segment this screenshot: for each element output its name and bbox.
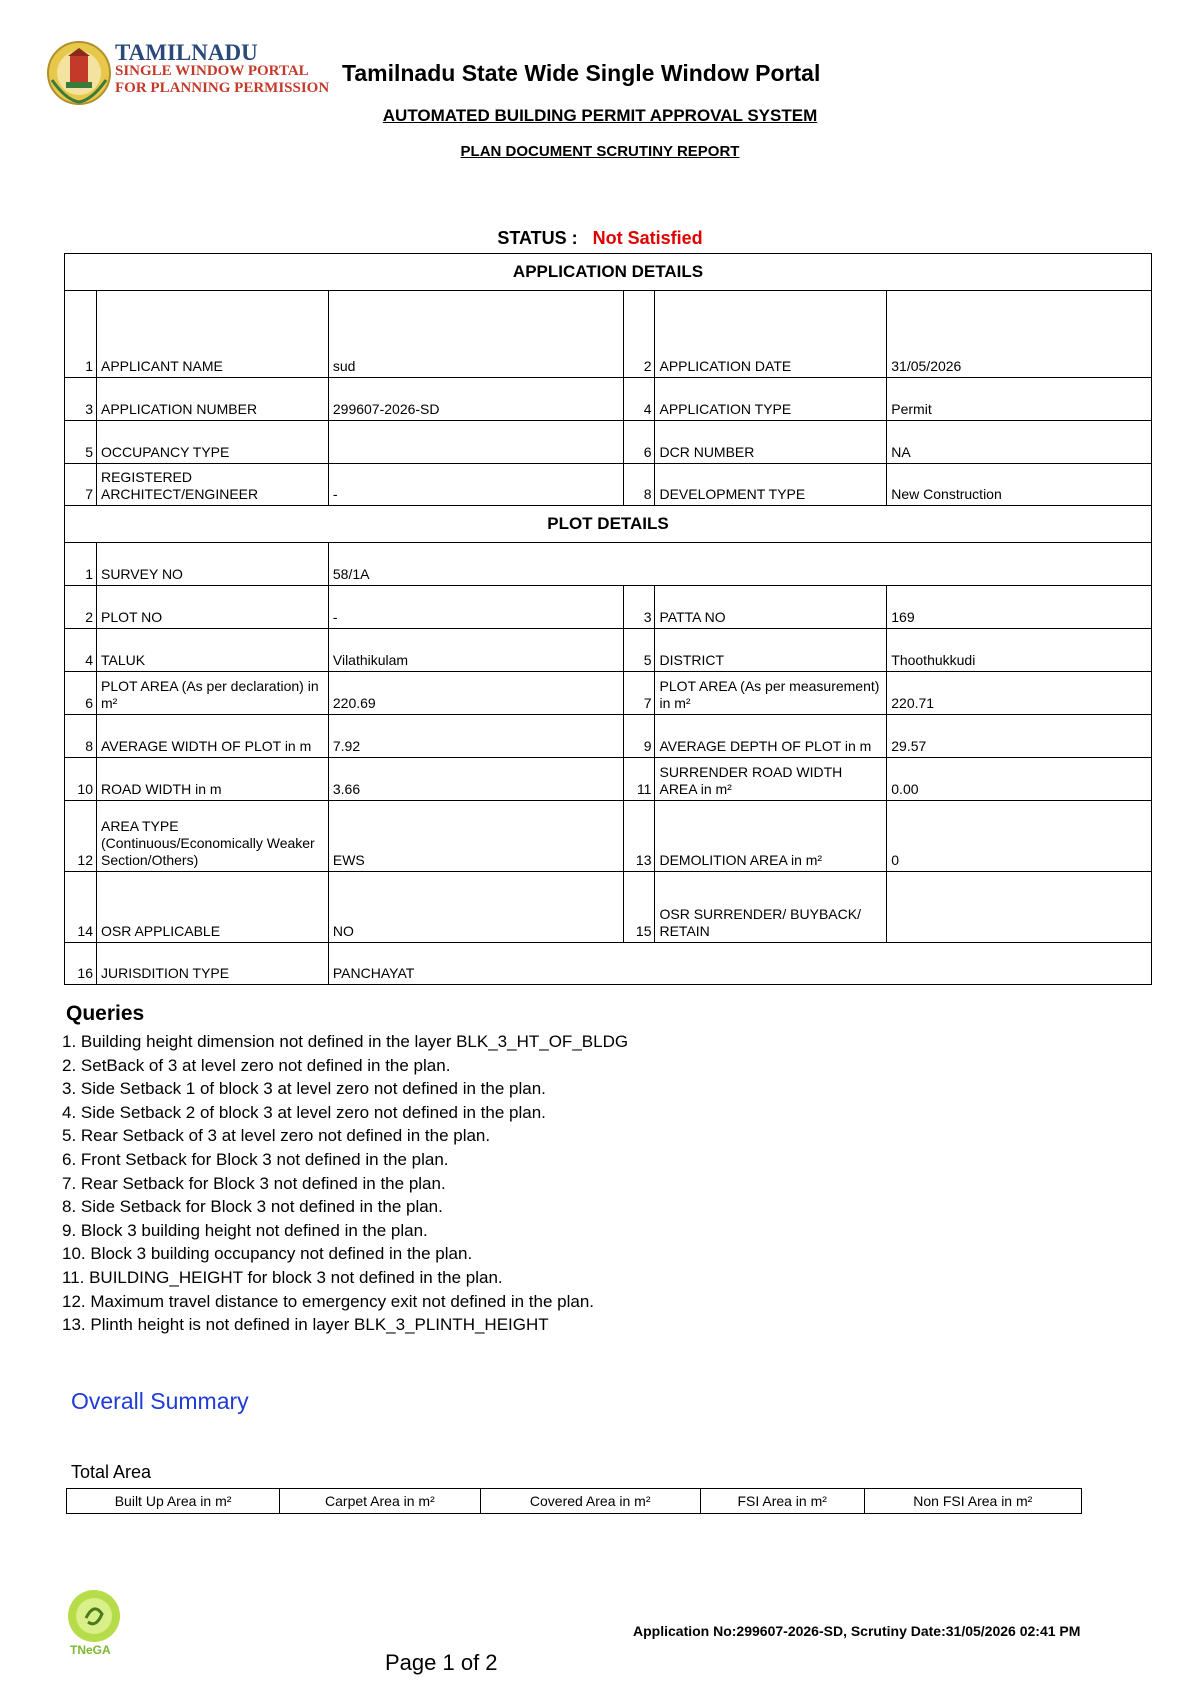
field-label: ROAD WIDTH in m <box>96 758 328 801</box>
column-header: FSI Area in m² <box>700 1489 864 1514</box>
tnega-label: TNeGA <box>70 1643 111 1657</box>
field-label: PLOT AREA (As per declaration) in m² <box>96 672 328 715</box>
status-label: STATUS : <box>497 228 578 248</box>
list-item: 12. Maximum travel distance to emergency exit not defined in the plan. <box>62 1291 595 1311</box>
field-label: DEMOLITION AREA in m² <box>655 801 887 872</box>
queries-heading: Queries <box>66 1002 145 1025</box>
row-number: 16 <box>65 943 97 985</box>
column-header: Non FSI Area in m² <box>864 1489 1081 1514</box>
field-value: 3.66 <box>328 758 623 801</box>
row-number: 3 <box>65 378 97 421</box>
field-label: APPLICATION TYPE <box>655 378 887 421</box>
field-label: PLOT NO <box>96 586 328 629</box>
table-row <box>65 715 1152 758</box>
list-item: 1. Building height dimension not defined in the layer BLK_3_HT_OF_BLDG <box>62 1032 629 1051</box>
field-label: DISTRICT <box>655 629 887 672</box>
field-label: JURISDITION TYPE <box>96 943 328 985</box>
application-footer-info: Application No:299607-2026-SD, Scrutiny Date:31/05/2026 02:41 PM <box>633 1623 1081 1639</box>
field-value: 58/1A <box>328 543 1151 586</box>
table-row <box>65 586 1152 629</box>
field-label: AREA TYPE (Continuous/Economically Weaker Section/Others) <box>96 801 328 872</box>
list-item: 10. Block 3 building occupancy not defined in the plan. <box>62 1244 473 1264</box>
row-number: 15 <box>623 872 655 943</box>
overall-summary-heading: Overall Summary <box>71 1388 249 1414</box>
field-value: sud <box>328 291 623 378</box>
list-item: 5. Rear Setback of 3 at level zero not defined in the plan. <box>62 1126 491 1146</box>
field-value: 7.92 <box>328 715 623 758</box>
row-number: 13 <box>623 801 655 872</box>
details-table <box>64 253 1152 985</box>
field-value: NA <box>887 421 1152 464</box>
list-item: 11. BUILDING_HEIGHT for block 3 not defined in the plan. <box>62 1267 503 1287</box>
field-label: DEVELOPMENT TYPE <box>655 464 887 506</box>
row-number: 1 <box>65 291 97 378</box>
field-label: APPLICATION NUMBER <box>96 378 328 421</box>
table-row <box>65 943 1152 985</box>
table-row <box>65 872 1152 943</box>
logo-line-2: SINGLE WINDOW PORTAL <box>115 63 309 79</box>
row-number: 2 <box>65 586 97 629</box>
row-number: 2 <box>623 291 655 378</box>
list-item: 4. Side Setback 2 of block 3 at level zero not defined in the plan. <box>62 1102 546 1122</box>
table-header-row <box>67 1489 1082 1514</box>
field-value <box>328 421 623 464</box>
field-value: 299607-2026-SD <box>328 378 623 421</box>
field-label: APPLICATION DATE <box>655 291 887 378</box>
total-area-label: Total Area <box>71 1462 152 1482</box>
field-label: SURRENDER ROAD WIDTH AREA in m² <box>655 758 887 801</box>
field-label: SURVEY NO <box>96 543 328 586</box>
page-number: Page 1 of 2 <box>385 1650 498 1675</box>
row-number: 10 <box>65 758 97 801</box>
status-row <box>0 228 1200 249</box>
row-number: 12 <box>65 801 97 872</box>
row-number: 6 <box>65 672 97 715</box>
column-header: Covered Area in m² <box>480 1489 700 1514</box>
row-number: 1 <box>65 543 97 586</box>
field-label: TALUK <box>96 629 328 672</box>
field-value: Permit <box>887 378 1152 421</box>
field-label: PLOT AREA (As per measurement) in m² <box>655 672 887 715</box>
field-value: 220.71 <box>887 672 1152 715</box>
field-value: New Construction <box>887 464 1152 506</box>
field-value: PANCHAYAT <box>328 943 1151 985</box>
row-number: 8 <box>623 464 655 506</box>
row-number: 9 <box>623 715 655 758</box>
row-number: 7 <box>623 672 655 715</box>
list-item: 9. Block 3 building height not defined in the plan. <box>62 1220 428 1240</box>
row-number: 3 <box>623 586 655 629</box>
list-item: 13. Plinth height is not defined in layer BLK_3_PLINTH_HEIGHT <box>62 1315 549 1335</box>
table-row <box>65 291 1152 378</box>
row-number: 7 <box>65 464 97 506</box>
plot-details-heading: PLOT DETAILS <box>65 506 1152 543</box>
column-header: Built Up Area in m² <box>67 1489 280 1514</box>
table-row <box>65 758 1152 801</box>
list-item: 2. SetBack of 3 at level zero not defined in the plan. <box>62 1055 451 1075</box>
field-value: 220.69 <box>328 672 623 715</box>
logo-line-1: TAMILNADU <box>115 40 258 65</box>
list-item: 6. Front Setback for Block 3 not defined in the plan. <box>62 1149 449 1169</box>
table-row <box>65 801 1152 872</box>
status-value: Not Satisfied <box>592 228 703 248</box>
row-number: 5 <box>623 629 655 672</box>
table-row <box>65 464 1152 506</box>
field-value: 29.57 <box>887 715 1152 758</box>
field-label: REGISTERED ARCHITECT/ENGINEER <box>96 464 328 506</box>
column-header: Carpet Area in m² <box>280 1489 480 1514</box>
row-number: 14 <box>65 872 97 943</box>
field-label: OSR APPLICABLE <box>96 872 328 943</box>
field-value: 31/05/2026 <box>887 291 1152 378</box>
application-details-heading: APPLICATION DETAILS <box>65 254 1152 291</box>
table-row <box>65 543 1152 586</box>
table-row <box>65 378 1152 421</box>
row-number: 8 <box>65 715 97 758</box>
table-row <box>65 672 1152 715</box>
field-label: OCCUPANCY TYPE <box>96 421 328 464</box>
field-value: 0 <box>887 801 1152 872</box>
field-label: PATTA NO <box>655 586 887 629</box>
list-item: 8. Side Setback for Block 3 not defined in the plan. <box>62 1197 443 1217</box>
field-label: APPLICANT NAME <box>96 291 328 378</box>
field-value: Thoothukkudi <box>887 629 1152 672</box>
field-value: EWS <box>328 801 623 872</box>
field-value: NO <box>328 872 623 943</box>
row-number: 5 <box>65 421 97 464</box>
row-number: 4 <box>623 378 655 421</box>
logo-line-3: FOR PLANNING PERMISSION <box>115 80 330 96</box>
list-item: 7. Rear Setback for Block 3 not defined in the plan. <box>62 1173 446 1193</box>
total-area-table <box>66 1488 1082 1514</box>
field-value: - <box>328 464 623 506</box>
system-title: AUTOMATED BUILDING PERMIT APPROVAL SYSTEM <box>382 106 818 125</box>
field-label: DCR NUMBER <box>655 421 887 464</box>
row-number: 11 <box>623 758 655 801</box>
field-value: 0.00 <box>887 758 1152 801</box>
field-value: Vilathikulam <box>328 629 623 672</box>
row-number: 6 <box>623 421 655 464</box>
list-item: 3. Side Setback 1 of block 3 at level zero not defined in the plan. <box>62 1079 546 1099</box>
table-row <box>65 421 1152 464</box>
field-label: AVERAGE DEPTH OF PLOT in m <box>655 715 887 758</box>
portal-title: Tamilnadu State Wide Single Window Portal <box>342 60 821 86</box>
queries-list <box>62 1030 628 1337</box>
field-label: OSR SURRENDER/ BUYBACK/ RETAIN <box>655 872 887 943</box>
field-value <box>887 872 1152 943</box>
field-value: 169 <box>887 586 1152 629</box>
report-title: PLAN DOCUMENT SCRUTINY REPORT <box>460 143 740 160</box>
table-row <box>65 629 1152 672</box>
field-label: AVERAGE WIDTH OF PLOT in m <box>96 715 328 758</box>
tnega-logo-icon <box>66 1588 122 1644</box>
row-number: 4 <box>65 629 97 672</box>
tamilnadu-emblem-icon <box>46 40 112 106</box>
field-value: - <box>328 586 623 629</box>
